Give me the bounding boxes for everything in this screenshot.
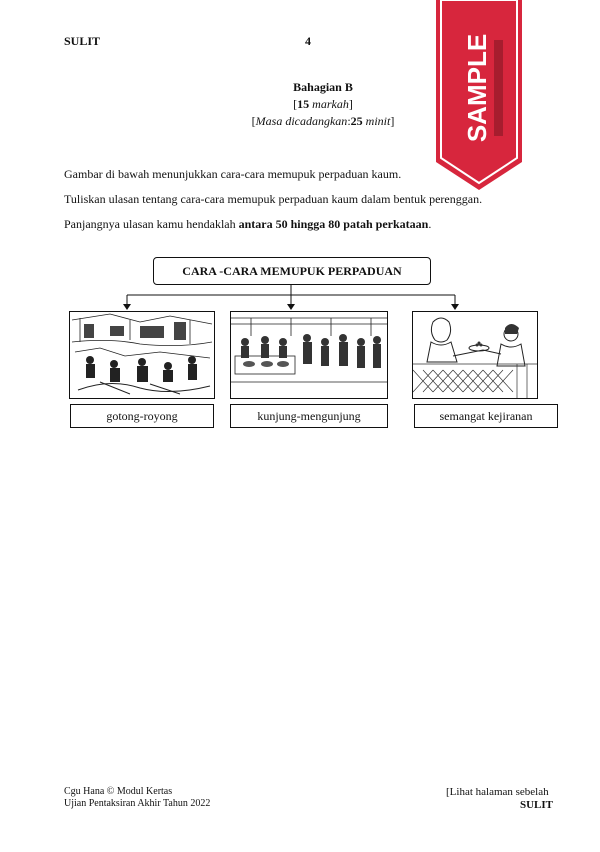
caption-kunjung-mengunjung: kunjung-mengunjung: [230, 404, 388, 428]
caption-semangat-kejiranan: semangat kejiranan: [414, 404, 558, 428]
gotong-royong-drawing: [70, 312, 214, 398]
footer-next-page: [Lihat halaman sebelah: [446, 786, 549, 798]
illustration-semangat-kejiranan: [412, 311, 538, 399]
header-confidential: SULIT: [64, 34, 101, 48]
section-time: [Masa dicadangkan:25 minit]: [251, 114, 395, 128]
footer-exam-name: Ujian Pentaksiran Akhir Tahun 2022: [64, 798, 211, 809]
illustration-gotong-royong: [69, 311, 215, 399]
section-marks: [15 markah]: [293, 97, 353, 111]
diagram-main-label: CARA -CARA MEMUPUK PERPADUAN: [153, 257, 431, 285]
footer-confidential: SULIT: [520, 799, 554, 811]
semangat-kejiranan-drawing: [413, 312, 537, 398]
kunjung-mengunjung-drawing: [231, 312, 387, 398]
caption-gotong-royong: gotong-royong: [70, 404, 214, 428]
footer-credit: Cgu Hana © Modul Kertas: [64, 786, 173, 797]
instruction-1: Gambar di bawah menunjukkan cara-cara memupuk perpaduan kaum.: [64, 167, 402, 181]
instruction-2: Tuliskan ulasan tentang cara-cara memupuk perpaduan kaum dalam bentuk perenggan.: [64, 192, 483, 206]
section-title: Bahagian B: [293, 80, 353, 94]
instruction-3: Panjangnya ulasan kamu hendaklah antara 50 hingga 80 patah perkataan.: [64, 217, 432, 231]
sample-watermark-ribbon: [436, 0, 522, 190]
sample-watermark-text: SAMPLE: [462, 33, 492, 143]
page-number: 4: [305, 34, 311, 48]
illustration-kunjung-mengunjung: [230, 311, 388, 399]
